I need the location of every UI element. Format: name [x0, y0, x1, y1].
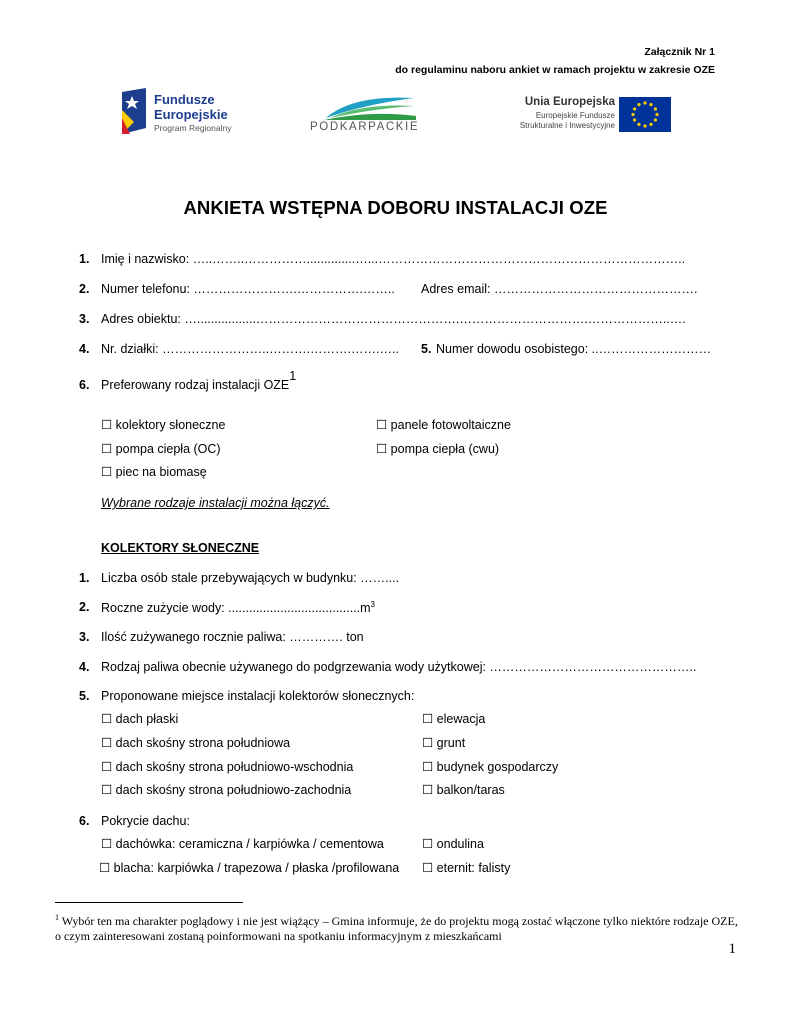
ue-logo-line2: Europejskie Fundusze [535, 111, 615, 120]
combine-note: Wybrane rodzaje instalacji można łączyć. [101, 496, 330, 510]
footnote [55, 910, 745, 944]
q6-label [101, 369, 297, 392]
option-roof-south-west[interactable]: ☐ dach skośny strona południowo-zachodnia [101, 783, 352, 797]
q3-number: 3. [79, 312, 90, 326]
k5-label: Proponowane miejsce instalacji kolektorów słonecznych: [101, 689, 415, 703]
k6-label: Pokrycie dachu: [101, 814, 190, 828]
option-ground[interactable]: ☐ grunt [422, 736, 466, 750]
footnote-mark: 1 [55, 913, 59, 922]
form-title: ANKIETA WSTĘPNA DOBORU INSTALACJI OZE [183, 197, 608, 218]
podkarpackie-logo [308, 94, 432, 138]
q1-number: 1. [79, 252, 90, 266]
k5-number: 5. [79, 689, 90, 703]
fuel-type-field[interactable]: Rodzaj paliwa obecnie używanego do podgrzewania wody użytkowej: ………………………………………….. [101, 660, 697, 674]
email-field[interactable]: Adres email: …………………………………………. [421, 282, 698, 296]
option-eternit[interactable]: ☐ eternit: falisty [422, 861, 511, 875]
option-heat-pump-cwu[interactable]: ☐ pompa ciepła (cwu) [376, 442, 500, 456]
ue-logo [508, 96, 673, 136]
residents-count-field[interactable]: Liczba osób stale przebywających w budynku: …….... [101, 571, 400, 585]
annex-number: Załącznik Nr 1 [644, 46, 715, 58]
k3-number: 3. [79, 630, 90, 644]
fuel-amount-field[interactable]: Ilość zużywanego rocznie paliwa: …………. ton [101, 630, 364, 644]
footnote-text: Wybór ten ma charakter poglądowy i nie jest wiążący – Gmina informuje, że do projektu mogą zostać włączone tylko niektóre rodzaje OZE, o czym zainteresowani zostaną poinformowani na spotkaniu informacyjnym z mieszkańcami [55, 914, 738, 943]
option-solar-collectors[interactable]: ☐ kolektory słoneczne [101, 418, 226, 432]
q5-number: 5. [421, 342, 432, 356]
id-card-field[interactable]: Numer dowodu osobistego: ..……………………… [436, 342, 712, 356]
option-balcony[interactable]: ☐ balkon/taras [422, 783, 505, 797]
annex-subtitle: do regulaminu naboru ankiet w ramach projektu w zakresie OZE [395, 64, 715, 76]
k2-number: 2. [79, 600, 90, 614]
page-number: 1 [728, 941, 736, 957]
q6-number: 6. [79, 378, 90, 392]
option-heat-pump-oc[interactable]: ☐ pompa ciepła (OC) [101, 442, 221, 456]
water-usage-text: Roczne zużycie wody: ......................................m [101, 601, 371, 616]
podkarpackie-wave-icon [324, 94, 416, 120]
address-field[interactable]: Adres obiektu: ….................………………………………………….………………………….………………..…. [101, 312, 686, 326]
option-roof-south[interactable]: ☐ dach skośny strona południowa [101, 736, 291, 750]
q2-number: 2. [79, 282, 90, 296]
fe-flag-icon [118, 88, 150, 136]
q6-footnote-ref: 1 [289, 369, 297, 383]
fe-logo [118, 88, 248, 138]
option-pv-panels[interactable]: ☐ panele fotowoltaiczne [376, 418, 511, 432]
section-heading-solar: KOLEKTORY SŁONECZNE [101, 541, 260, 555]
water-usage-field[interactable] [101, 600, 375, 615]
fe-logo-line2: Europejskie [154, 107, 228, 122]
option-outbuilding[interactable]: ☐ budynek gospodarczy [422, 760, 559, 774]
option-ondulina[interactable]: ☐ ondulina [422, 837, 484, 851]
k6-number: 6. [79, 814, 90, 828]
footnote-separator [55, 902, 243, 903]
option-roof-south-east[interactable]: ☐ dach skośny strona południowo-wschodnia [101, 760, 354, 774]
q6-text: Preferowany rodzaj instalacji OZE [101, 378, 290, 392]
fe-logo-line1: Fundusze [154, 92, 215, 107]
name-field[interactable]: Imię i nazwisko: …..……..……………..............…...……………………………………………………………….. [101, 252, 686, 266]
podkarpackie-text: PODKARPACKIE [310, 121, 420, 133]
fe-logo-line3: Program Regionalny [154, 123, 232, 133]
k1-number: 1. [79, 571, 90, 585]
option-flat-roof[interactable]: ☐ dach płaski [101, 712, 179, 726]
plot-number-field[interactable]: Nr. działki: ……………………..……….……….…….….. [101, 342, 399, 356]
option-biomass-stove[interactable]: ☐ piec na biomasę [101, 465, 207, 479]
option-facade[interactable]: ☐ elewacja [422, 712, 486, 726]
k4-number: 4. [79, 660, 90, 674]
q4-number: 4. [79, 342, 90, 356]
option-roof-tiles[interactable]: ☐ dachówka: ceramiczna / karpiówka / cementowa [101, 837, 384, 851]
cubic-unit-sup: 3 [370, 600, 375, 609]
phone-field[interactable]: Numer telefonu: …………………….…………….…….. [101, 282, 395, 296]
ue-logo-line3: Strukturalne i Inwestycyjne [519, 121, 615, 130]
eu-flag-icon [619, 97, 671, 132]
ue-logo-line1: Unia Europejska [524, 96, 615, 108]
option-sheet-metal[interactable]: ☐ blacha: karpiówka / trapezowa / płaska /profilowana [99, 861, 400, 875]
